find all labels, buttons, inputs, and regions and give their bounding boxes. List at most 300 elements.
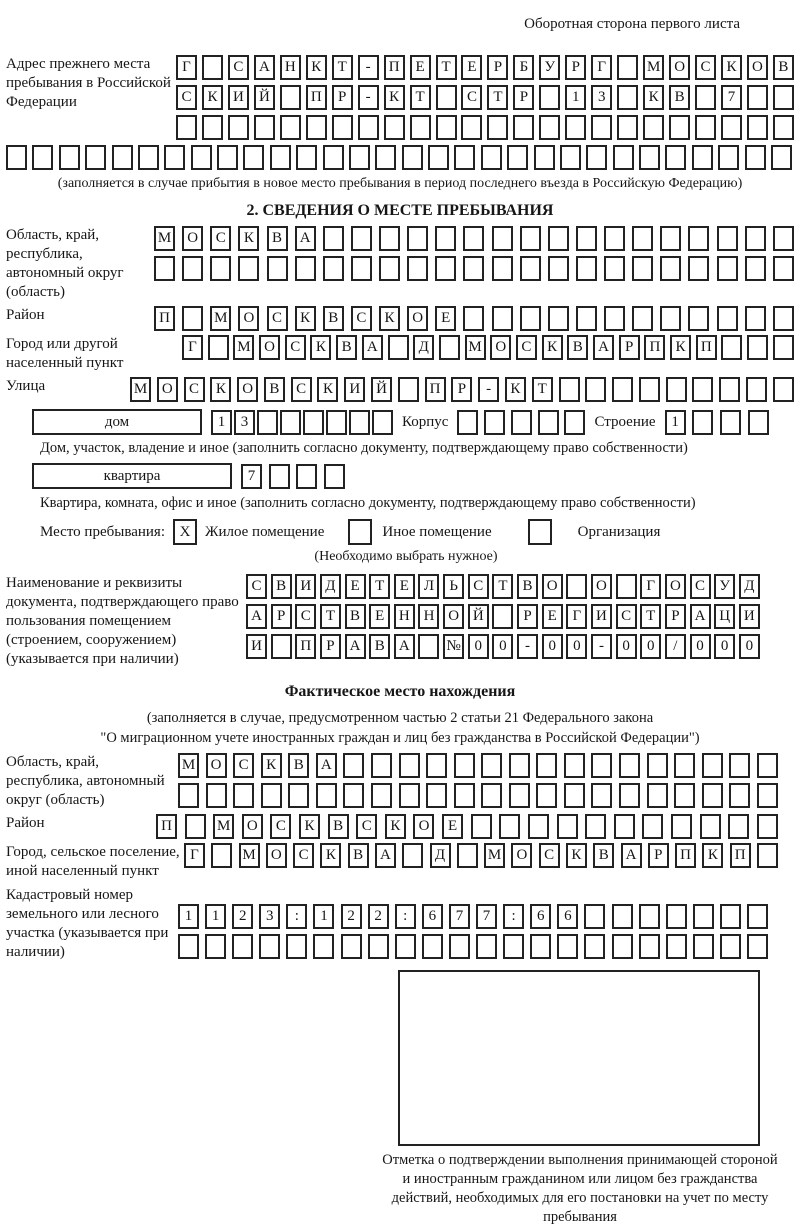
char-cell: О (237, 377, 258, 402)
char-cell: Т (532, 377, 553, 402)
char-cell (639, 904, 660, 929)
char-cell: - (517, 634, 538, 659)
char-cell: Е (461, 55, 482, 80)
char-cell (492, 256, 513, 281)
char-cell: 0 (616, 634, 637, 659)
char-cell: И (739, 604, 760, 629)
char-cell (371, 753, 392, 778)
char-cell: У (539, 55, 560, 80)
char-cell: М (239, 843, 260, 868)
street-label: Улица (6, 378, 46, 394)
char-cell (59, 145, 80, 170)
char-cell: Г (176, 55, 197, 80)
char-cell (717, 226, 738, 251)
char-cell (564, 753, 585, 778)
char-cell: О (266, 843, 287, 868)
char-cell (773, 226, 794, 251)
char-cell (243, 145, 264, 170)
char-cell: К (238, 226, 259, 251)
section2-title: 2. СВЕДЕНИЯ О МЕСТЕ ПРЕБЫВАНИЯ (246, 202, 554, 219)
char-cell: Т (492, 574, 513, 599)
char-cell (509, 753, 530, 778)
actual-region-block (6, 753, 794, 810)
apartment-caption: Квартира, комната, офис и иное (заполнить согласно документу, подтверждающему право собственности) (40, 495, 696, 511)
prev-address-row-1 (176, 55, 794, 80)
char-cell: Г (184, 843, 205, 868)
char-cell (379, 256, 400, 281)
char-cell (534, 145, 555, 170)
char-cell (375, 145, 396, 170)
char-cell: А (345, 634, 366, 659)
char-cell (481, 783, 502, 808)
char-cell: № (443, 634, 464, 659)
char-cell (557, 934, 578, 959)
char-cell: Г (566, 604, 587, 629)
char-cell: В (773, 55, 794, 80)
char-cell: П (156, 814, 177, 839)
page-side-note: Оборотная сторона первого листа (524, 16, 740, 32)
char-cell (604, 256, 625, 281)
char-cell: К (702, 843, 723, 868)
char-cell (280, 85, 301, 110)
char-cell (513, 115, 534, 140)
apartment-block (32, 463, 794, 489)
doc-row-3 (246, 634, 760, 659)
char-cell (407, 256, 428, 281)
char-cell (520, 306, 541, 331)
char-cell (647, 753, 668, 778)
char-cell: В (267, 226, 288, 251)
char-cell: Е (345, 574, 366, 599)
char-cell (343, 783, 364, 808)
char-cell: Е (442, 814, 463, 839)
apartment-box-label: квартира (32, 463, 232, 489)
char-cell (351, 256, 372, 281)
char-cell (210, 256, 231, 281)
option-organization-label: Организация (577, 523, 661, 540)
char-cell: Р (665, 604, 686, 629)
char-cell: К (299, 814, 320, 839)
char-cell: П (295, 634, 316, 659)
char-cell: Р (271, 604, 292, 629)
char-cell (632, 256, 653, 281)
char-cell: 3 (259, 904, 280, 929)
char-cell (499, 814, 520, 839)
confirmation-stamp-box (398, 970, 760, 1146)
char-cell: 7 (476, 904, 497, 929)
char-cell (660, 226, 681, 251)
char-cell: К (317, 377, 338, 402)
char-cell (612, 934, 633, 959)
char-cell: К (384, 85, 405, 110)
char-cell (746, 377, 767, 402)
char-cell (747, 115, 768, 140)
char-cell: К (505, 377, 526, 402)
char-cell (257, 410, 278, 435)
char-cell (164, 145, 185, 170)
korpus-label: Корпус (402, 413, 449, 430)
char-cell: К (721, 55, 742, 80)
char-cell: В (345, 604, 366, 629)
actual-city-row (184, 843, 778, 868)
char-cell (426, 753, 447, 778)
char-cell: С (351, 306, 372, 331)
char-cell: 6 (422, 904, 443, 929)
char-cell (576, 226, 597, 251)
char-cell (745, 306, 766, 331)
char-cell: С (246, 574, 267, 599)
char-cell: Р (619, 335, 640, 360)
char-cell (463, 306, 484, 331)
char-cell (530, 934, 551, 959)
char-cell: Д (413, 335, 434, 360)
char-cell: П (696, 335, 717, 360)
char-cell: М (178, 753, 199, 778)
char-cell (407, 226, 428, 251)
char-cell (773, 115, 794, 140)
char-cell (296, 464, 317, 489)
char-cell (449, 934, 470, 959)
char-cell: Т (369, 574, 390, 599)
char-cell (660, 306, 681, 331)
char-cell (616, 574, 637, 599)
char-cell (695, 115, 716, 140)
char-cell: Н (418, 604, 439, 629)
char-cell (757, 753, 778, 778)
char-cell: П (384, 55, 405, 80)
char-cell: О (747, 55, 768, 80)
char-cell (728, 814, 749, 839)
district-block (6, 306, 794, 331)
char-cell (463, 226, 484, 251)
char-cell: М (643, 55, 664, 80)
char-cell: : (395, 904, 416, 929)
char-cell (674, 783, 695, 808)
char-cell (233, 783, 254, 808)
char-cell (138, 145, 159, 170)
char-cell: 0 (492, 634, 513, 659)
char-cell (306, 115, 327, 140)
char-cell: П (730, 843, 751, 868)
char-cell: С (695, 55, 716, 80)
char-cell: 0 (566, 634, 587, 659)
char-cell: К (210, 377, 231, 402)
char-cell: О (669, 55, 690, 80)
char-cell (371, 783, 392, 808)
checkbox-other-premises (348, 519, 372, 545)
char-cell (418, 634, 439, 659)
char-cell (688, 256, 709, 281)
char-cell (454, 145, 475, 170)
char-cell: 0 (714, 634, 735, 659)
char-cell: А (254, 55, 275, 80)
char-cell (720, 934, 741, 959)
char-cell (745, 226, 766, 251)
char-cell (487, 115, 508, 140)
char-cell: Г (182, 335, 203, 360)
char-cell (720, 410, 741, 435)
char-cell: С (616, 604, 637, 629)
char-cell (202, 115, 223, 140)
char-cell: К (320, 843, 341, 868)
prev-address-row-4 (6, 145, 792, 170)
char-cell (536, 753, 557, 778)
char-cell (402, 843, 423, 868)
char-cell: А (362, 335, 383, 360)
char-cell: Р (451, 377, 472, 402)
char-cell (205, 934, 226, 959)
char-cell: С (461, 85, 482, 110)
char-cell (332, 115, 353, 140)
char-cell (612, 904, 633, 929)
char-cell (747, 904, 768, 929)
char-cell: Е (369, 604, 390, 629)
char-cell (548, 306, 569, 331)
char-cell (619, 783, 640, 808)
char-cell (492, 226, 513, 251)
char-cell: О (490, 335, 511, 360)
char-cell: С (176, 85, 197, 110)
char-cell: О (407, 306, 428, 331)
char-cell (632, 226, 653, 251)
char-cell (721, 335, 742, 360)
char-cell: Р (565, 55, 586, 80)
char-cell (719, 377, 740, 402)
char-cell (642, 814, 663, 839)
char-cell (457, 410, 478, 435)
char-cell (384, 115, 405, 140)
stroenie-cells (665, 410, 769, 435)
doc-row-1 (246, 574, 760, 599)
form-page (0, 16, 800, 1227)
char-cell (718, 145, 739, 170)
option-other-premises-label: Иное помещение (382, 523, 492, 540)
char-cell: В (323, 306, 344, 331)
char-cell (358, 115, 379, 140)
char-cell (773, 306, 794, 331)
char-cell: Н (394, 604, 415, 629)
char-cell: Р (332, 85, 353, 110)
prev-address-block (6, 55, 794, 140)
char-cell (259, 934, 280, 959)
char-cell: С (293, 843, 314, 868)
char-cell (538, 410, 559, 435)
char-cell (454, 753, 475, 778)
stay-type-row (40, 519, 794, 545)
char-cell (584, 934, 605, 959)
char-cell (639, 145, 660, 170)
char-cell (267, 256, 288, 281)
char-cell: 1 (211, 410, 232, 435)
char-cell (428, 145, 449, 170)
char-cell: К (670, 335, 691, 360)
char-cell: П (644, 335, 665, 360)
char-cell: В (567, 335, 588, 360)
cadastre-block (6, 886, 794, 962)
char-cell (700, 814, 721, 839)
char-cell (688, 226, 709, 251)
char-cell (481, 145, 502, 170)
char-cell (454, 783, 475, 808)
char-cell: С (228, 55, 249, 80)
char-cell (395, 934, 416, 959)
char-cell (586, 145, 607, 170)
char-cell (548, 226, 569, 251)
char-cell: Е (542, 604, 563, 629)
char-cell (639, 934, 660, 959)
char-cell: Ь (443, 574, 464, 599)
char-cell (182, 306, 203, 331)
char-cell (617, 55, 638, 80)
char-cell: 7 (241, 464, 262, 489)
char-cell (185, 814, 206, 839)
char-cell (717, 306, 738, 331)
char-cell: С (295, 604, 316, 629)
char-cell: А (316, 753, 337, 778)
char-cell: В (288, 753, 309, 778)
char-cell: С (356, 814, 377, 839)
char-cell (729, 753, 750, 778)
char-cell: С (291, 377, 312, 402)
char-cell: Н (280, 55, 301, 80)
char-cell (520, 226, 541, 251)
char-cell: О (665, 574, 686, 599)
char-cell (471, 814, 492, 839)
char-cell (178, 783, 199, 808)
char-cell (720, 904, 741, 929)
char-cell: В (369, 634, 390, 659)
char-cell (612, 377, 633, 402)
char-cell (745, 145, 766, 170)
char-cell (217, 145, 238, 170)
char-cell (604, 226, 625, 251)
actual-region-label: Область, край, республика, автономный округ (область) (6, 754, 165, 808)
char-cell (666, 377, 687, 402)
char-cell: 0 (640, 634, 661, 659)
char-cell: Е (394, 574, 415, 599)
char-cell: Т (436, 55, 457, 80)
char-cell (613, 145, 634, 170)
actual-region-row-1 (178, 753, 778, 778)
char-cell (617, 85, 638, 110)
char-cell: К (566, 843, 587, 868)
char-cell: О (182, 226, 203, 251)
city-row (182, 335, 794, 360)
char-cell: О (206, 753, 227, 778)
actual-city-label: Город, сельское поселение, иной населенный пункт (6, 844, 180, 879)
char-cell: М (484, 843, 505, 868)
char-cell (771, 145, 792, 170)
actual-district-row (156, 814, 778, 839)
korpus-cells (457, 410, 585, 435)
char-cell (323, 256, 344, 281)
house-box-label: дом (32, 409, 202, 435)
char-cell (388, 335, 409, 360)
char-cell: О (242, 814, 263, 839)
char-cell: О (157, 377, 178, 402)
char-cell: К (385, 814, 406, 839)
char-cell (557, 814, 578, 839)
char-cell: У (714, 574, 735, 599)
char-cell: : (286, 904, 307, 929)
char-cell (773, 377, 794, 402)
char-cell: М (210, 306, 231, 331)
char-cell (154, 256, 175, 281)
char-cell (721, 115, 742, 140)
char-cell (32, 145, 53, 170)
char-cell (665, 145, 686, 170)
char-cell: О (443, 604, 464, 629)
char-cell: Р (648, 843, 669, 868)
char-cell (614, 814, 635, 839)
char-cell (324, 464, 345, 489)
char-cell: М (154, 226, 175, 251)
char-cell (565, 115, 586, 140)
char-cell: О (542, 574, 563, 599)
char-cell (288, 783, 309, 808)
char-cell (313, 934, 334, 959)
char-cell: А (246, 604, 267, 629)
char-cell: С (539, 843, 560, 868)
char-cell: 6 (530, 904, 551, 929)
char-cell: 0 (468, 634, 489, 659)
char-cell (323, 226, 344, 251)
char-cell (481, 753, 502, 778)
char-cell (436, 85, 457, 110)
char-cell: - (591, 634, 612, 659)
char-cell (745, 256, 766, 281)
char-cell: С (184, 377, 205, 402)
char-cell: Е (435, 306, 456, 331)
char-cell (191, 145, 212, 170)
char-cell: В (669, 85, 690, 110)
char-cell (399, 753, 420, 778)
stay-type-label: Место пребывания: (40, 523, 165, 540)
char-cell: 6 (557, 904, 578, 929)
district-row (154, 306, 794, 331)
char-cell: / (665, 634, 686, 659)
char-cell: А (690, 604, 711, 629)
region-row-2 (154, 256, 794, 281)
char-cell: 3 (591, 85, 612, 110)
char-cell (717, 256, 738, 281)
char-cell (341, 934, 362, 959)
char-cell: Л (418, 574, 439, 599)
char-cell: С (468, 574, 489, 599)
char-cell (509, 783, 530, 808)
char-cell (349, 410, 370, 435)
char-cell (507, 145, 528, 170)
street-row (130, 377, 794, 402)
char-cell: Й (254, 85, 275, 110)
char-cell: К (261, 753, 282, 778)
stay-type-caption: (Необходимо выбрать нужное) (314, 549, 498, 564)
char-cell: С (690, 574, 711, 599)
char-cell: В (328, 814, 349, 839)
char-cell: Т (410, 85, 431, 110)
char-cell (176, 115, 197, 140)
char-cell (206, 783, 227, 808)
char-cell: Д (320, 574, 341, 599)
char-cell (511, 410, 532, 435)
char-cell (85, 145, 106, 170)
char-cell (757, 843, 778, 868)
char-cell (702, 783, 723, 808)
char-cell (604, 306, 625, 331)
char-cell (643, 115, 664, 140)
char-cell (399, 783, 420, 808)
char-cell: Д (739, 574, 760, 599)
